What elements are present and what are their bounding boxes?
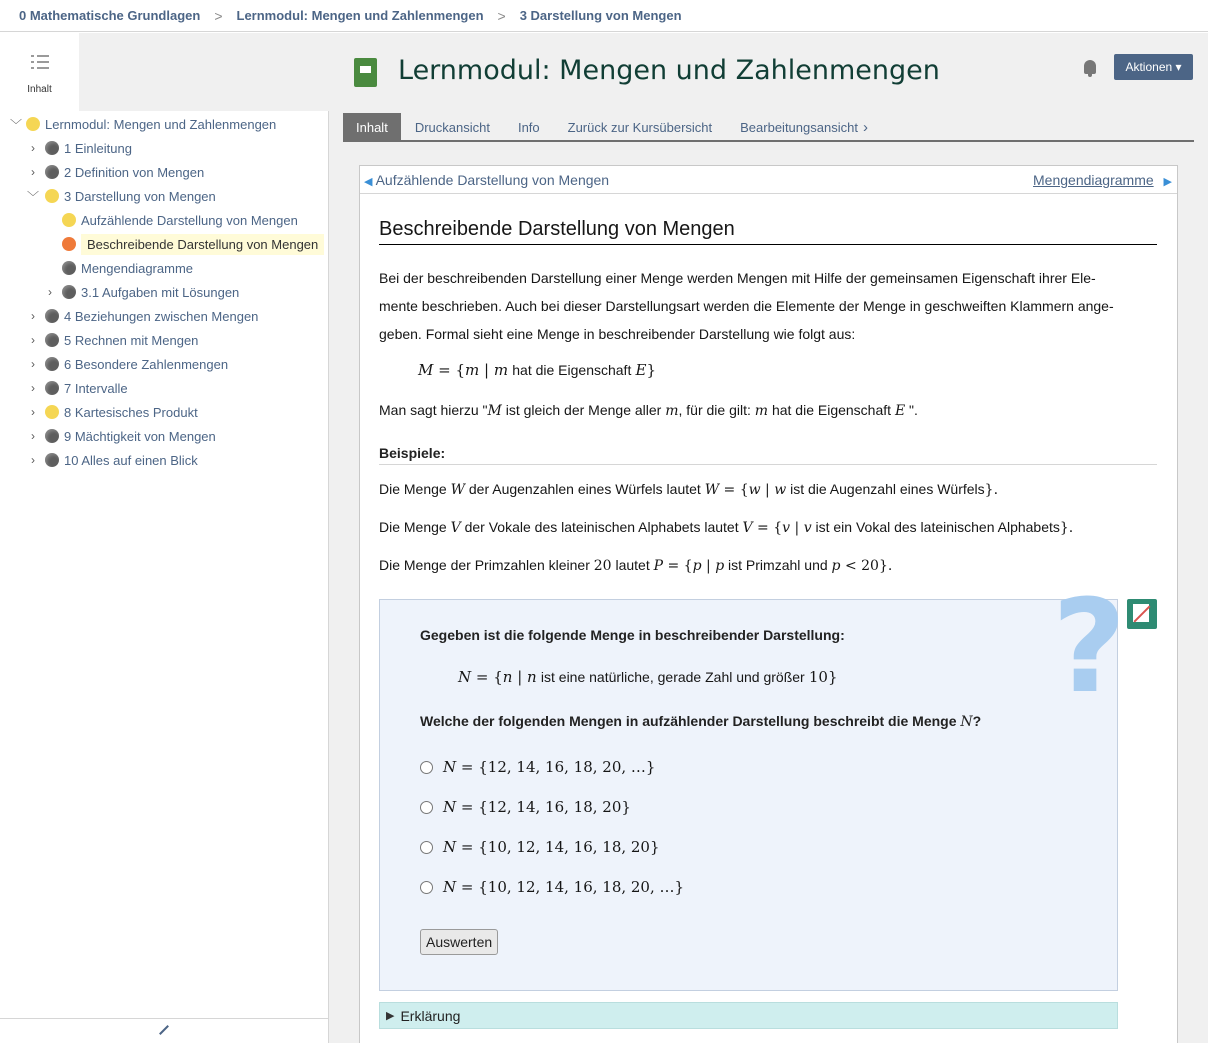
intro-line: Bei der beschreibenden Darstellung einer Menge werden Mengen mit Hilfe der gemeinsamen Eigenschaft ihrer Ele-: [379, 270, 1096, 286]
status-dot-icon: [26, 117, 40, 131]
toc-item[interactable]: [27, 424, 216, 448]
toc-item[interactable]: [44, 280, 239, 304]
chevron-right-icon: >: [214, 7, 223, 24]
text: ".: [905, 402, 918, 418]
toc-item-label: 3.1 Aufgaben mit Lösungen: [81, 284, 240, 300]
example-2: Die Menge V der Vokale des lateinischen Alphabets lautet V = {v | v ist ein Vokal des lateinischen Alphabets}.: [379, 519, 1074, 536]
toc-item[interactable]: [27, 400, 198, 424]
chevron-right-icon[interactable]: ›: [31, 333, 35, 347]
toc-item[interactable]: [62, 208, 298, 232]
saying-paragraph: Man sagt hierzu "M ist gleich der Menge aller m, für die gilt: m hat die Eigenschaft E ".: [379, 402, 918, 419]
chevron-right-icon[interactable]: ›: [31, 165, 35, 179]
text: , für die gilt:: [678, 402, 755, 418]
text: der Augenzahlen eines Würfels lautet: [464, 481, 705, 497]
text: ist die Augenzahl eines Würfels: [790, 481, 985, 497]
chevron-right-icon[interactable]: ›: [31, 405, 35, 419]
section-heading: Beschreibende Darstellung von Mengen: [379, 218, 1157, 245]
formula-text: hat die Eigenschaft: [512, 362, 632, 378]
answer-option[interactable]: N = {10, 12, 14, 16, 18, 20, …}: [420, 878, 684, 896]
radio-button[interactable]: [420, 801, 433, 814]
toc-item-root[interactable]: [10, 112, 276, 136]
prev-page-label: Aufzählende Darstellung von Mengen: [375, 172, 610, 188]
status-dot-icon: [45, 309, 59, 323]
toc-toggle-label: Inhalt: [27, 84, 52, 95]
chevron-right-icon[interactable]: ›: [48, 285, 52, 299]
chevron-right-icon[interactable]: ›: [31, 309, 35, 323]
toc-item[interactable]: [27, 304, 258, 328]
question-label: Welche der folgenden Mengen in aufzählender Darstellung beschreibt die Menge: [420, 713, 961, 729]
chevron-right-icon: ›: [862, 118, 868, 136]
breadcrumb-item[interactable]: 3 Darstellung von Mengen: [519, 8, 682, 23]
toc-item-label: Lernmodul: Mengen und Zahlenmengen: [45, 116, 277, 132]
learning-module-icon: [354, 58, 377, 87]
answer-option-label: {12, 14, 16, 18, 20}: [478, 798, 631, 816]
toc-item[interactable]: [27, 328, 198, 352]
status-dot-icon: [45, 381, 59, 395]
arrow-left-icon: ◀: [364, 176, 373, 188]
status-dot-icon: [45, 429, 59, 443]
toc-item-label: 9 Mächtigkeit von Mengen: [64, 428, 216, 444]
edit-pen-icon[interactable]: [159, 1025, 169, 1035]
text: Man sagt hierzu ": [379, 402, 488, 418]
text: ist Primzahl und: [728, 557, 832, 573]
breadcrumb: [0, 0, 1208, 32]
toc-item-label: 3 Darstellung von Mengen: [64, 188, 216, 204]
chevron-right-icon[interactable]: ›: [31, 381, 35, 395]
toc-item[interactable]: [27, 352, 228, 376]
toc-item-label: 1 Einleitung: [64, 140, 132, 156]
status-dot-icon: [45, 333, 59, 347]
page-navigation: [360, 166, 1177, 194]
answer-option-label: {10, 12, 14, 16, 18, 20, …}: [478, 878, 685, 896]
status-dot-icon: [45, 357, 59, 371]
radio-button[interactable]: [420, 841, 433, 854]
tab-bar: [343, 113, 882, 141]
status-dot-icon: [62, 261, 76, 275]
toc-item[interactable]: [27, 448, 198, 472]
main-header: [343, 33, 1208, 111]
toc-item-label: Mengendiagramme: [81, 260, 194, 276]
intro-line: geben. Formal sieht eine Menge in beschreibender Darstellung wie folgt aus:: [379, 326, 856, 342]
tab-edit-view[interactable]: [726, 113, 882, 141]
status-dot-icon: [62, 213, 76, 227]
text: hat die Eigenschaft: [768, 402, 895, 418]
question-mark-icon: ?: [1052, 573, 1127, 722]
text: lautet: [611, 557, 654, 573]
toc-item-label: 5 Rechnen mit Mengen: [64, 332, 199, 348]
tab-underline: [343, 140, 1194, 142]
left-header-bg: [79, 33, 329, 111]
toc-footer: [0, 1018, 329, 1043]
set-text: ist eine natürliche, gerade Zahl und größer: [540, 669, 805, 685]
chevron-down-icon[interactable]: ﹀: [27, 189, 40, 204]
chevron-right-icon: >: [497, 7, 506, 24]
tab-back-to-course[interactable]: Zurück zur Kursübersicht: [567, 119, 713, 135]
text: der Vokale des lateinischen Alphabets lautet: [460, 519, 743, 535]
chevron-right-icon[interactable]: ›: [31, 141, 35, 155]
answer-option[interactable]: N = {10, 12, 14, 16, 18, 20}: [420, 838, 660, 856]
toc-item-current[interactable]: [62, 232, 324, 256]
chevron-down-icon[interactable]: ﹀: [10, 117, 23, 132]
formula: M = {m | m hat die Eigenschaft E}: [418, 361, 657, 379]
toc-item[interactable]: [27, 160, 204, 184]
status-dot-icon: [62, 237, 76, 251]
question-prompt: Gegeben ist die folgende Menge in beschreibender Darstellung:: [420, 627, 845, 643]
triangle-right-icon: ▶: [386, 1010, 395, 1022]
answer-option-label: {12, 14, 16, 18, 20, …}: [478, 758, 656, 776]
toc-item-label: Beschreibende Darstellung von Mengen: [81, 234, 324, 255]
text: Die Menge: [379, 481, 451, 497]
toc-item-label: Aufzählende Darstellung von Mengen: [81, 212, 298, 228]
toc-item-label: 7 Intervalle: [64, 380, 128, 396]
toc-toggle-button[interactable]: [0, 33, 79, 111]
arrow-right-icon: ▶: [1163, 176, 1172, 188]
chevron-right-icon[interactable]: ›: [31, 357, 35, 371]
example-3: Die Menge der Primzahlen kleiner 20 lautet P = {p | p ist Primzahl und p < 20}.: [379, 557, 893, 574]
question-box: [379, 573, 1127, 991]
status-dot-icon: [45, 165, 59, 179]
breadcrumb-item[interactable]: Lernmodul: Mengen und Zahlenmengen: [236, 8, 484, 23]
prev-page-link[interactable]: [364, 172, 609, 188]
chevron-right-icon[interactable]: ›: [31, 429, 35, 443]
edit-question-icon[interactable]: [1127, 599, 1157, 629]
explanation-toggle[interactable]: [379, 1002, 1118, 1029]
actions-dropdown-button[interactable]: Aktionen ▾: [1114, 54, 1193, 80]
tab-info[interactable]: Info: [517, 119, 540, 135]
toc-item-label: 2 Definition von Mengen: [64, 164, 205, 180]
status-dot-icon: [45, 453, 59, 467]
status-dot-icon: [45, 405, 59, 419]
toc-item[interactable]: [62, 256, 193, 280]
status-dot-icon: [45, 189, 59, 203]
toc-item-label: 10 Alles auf einen Blick: [64, 452, 198, 468]
intro-line: mente beschrieben. Auch bei dieser Darstellungsart werden die Elemente der Menge in geschweiften Klammern ange-: [379, 298, 1114, 314]
examples-heading: Beispiele:: [379, 445, 1157, 465]
tab-print-view[interactable]: Druckansicht: [414, 119, 490, 135]
status-dot-icon: [45, 141, 59, 155]
tab-edit-view-label: Bearbeitungsansicht: [740, 119, 858, 135]
tab-content[interactable]: Inhalt: [343, 113, 401, 141]
toc-item-label: 4 Beziehungen zwischen Mengen: [64, 308, 259, 324]
panel-gap: [329, 33, 343, 1043]
toc-item[interactable]: [27, 136, 132, 160]
text: Die Menge der Primzahlen kleiner: [379, 557, 594, 573]
text: ist gleich der Menge aller: [501, 402, 666, 418]
list-icon: [31, 55, 49, 69]
question-text: Welche der folgenden Mengen in aufzählender Darstellung beschreibt die Menge N?: [420, 713, 982, 730]
radio-button[interactable]: [420, 761, 433, 774]
toc-item-label: 8 Kartesisches Produkt: [64, 404, 198, 420]
evaluate-button[interactable]: Auswerten: [420, 929, 498, 955]
answer-option[interactable]: N = {12, 14, 16, 18, 20, …}: [420, 758, 655, 776]
text: Die Menge: [379, 519, 451, 535]
example-1: Die Menge W der Augenzahlen eines Würfels lautet W = {w | w ist die Augenzahl eines Würfels}.: [379, 481, 999, 498]
toc-item-label: 6 Besondere Zahlenmengen: [64, 356, 229, 372]
page-content: [359, 165, 1178, 1043]
status-dot-icon: [62, 285, 76, 299]
question-set: N = {n | n ist eine natürliche, gerade Zahl und größer 10}: [458, 668, 838, 686]
bell-icon[interactable]: [1084, 60, 1096, 74]
toc-item[interactable]: [27, 376, 128, 400]
chevron-right-icon[interactable]: ›: [31, 453, 35, 467]
page-title: Lernmodul: Mengen und Zahlenmengen: [398, 55, 940, 86]
explanation-label: Erklärung: [400, 1007, 461, 1024]
toc-item[interactable]: [27, 184, 216, 208]
breadcrumb-item[interactable]: 0 Mathematische Grundlagen: [19, 8, 201, 23]
text: ist ein Vokal des lateinischen Alphabets: [815, 519, 1060, 535]
radio-button[interactable]: [420, 881, 433, 894]
answer-option[interactable]: N = {12, 14, 16, 18, 20}: [420, 798, 631, 816]
next-page-link[interactable]: [1033, 172, 1172, 188]
intro-paragraph: [379, 264, 1159, 348]
answer-option-label: {10, 12, 14, 16, 18, 20}: [478, 838, 660, 856]
next-page-label: Mengendiagramme: [1033, 172, 1154, 188]
